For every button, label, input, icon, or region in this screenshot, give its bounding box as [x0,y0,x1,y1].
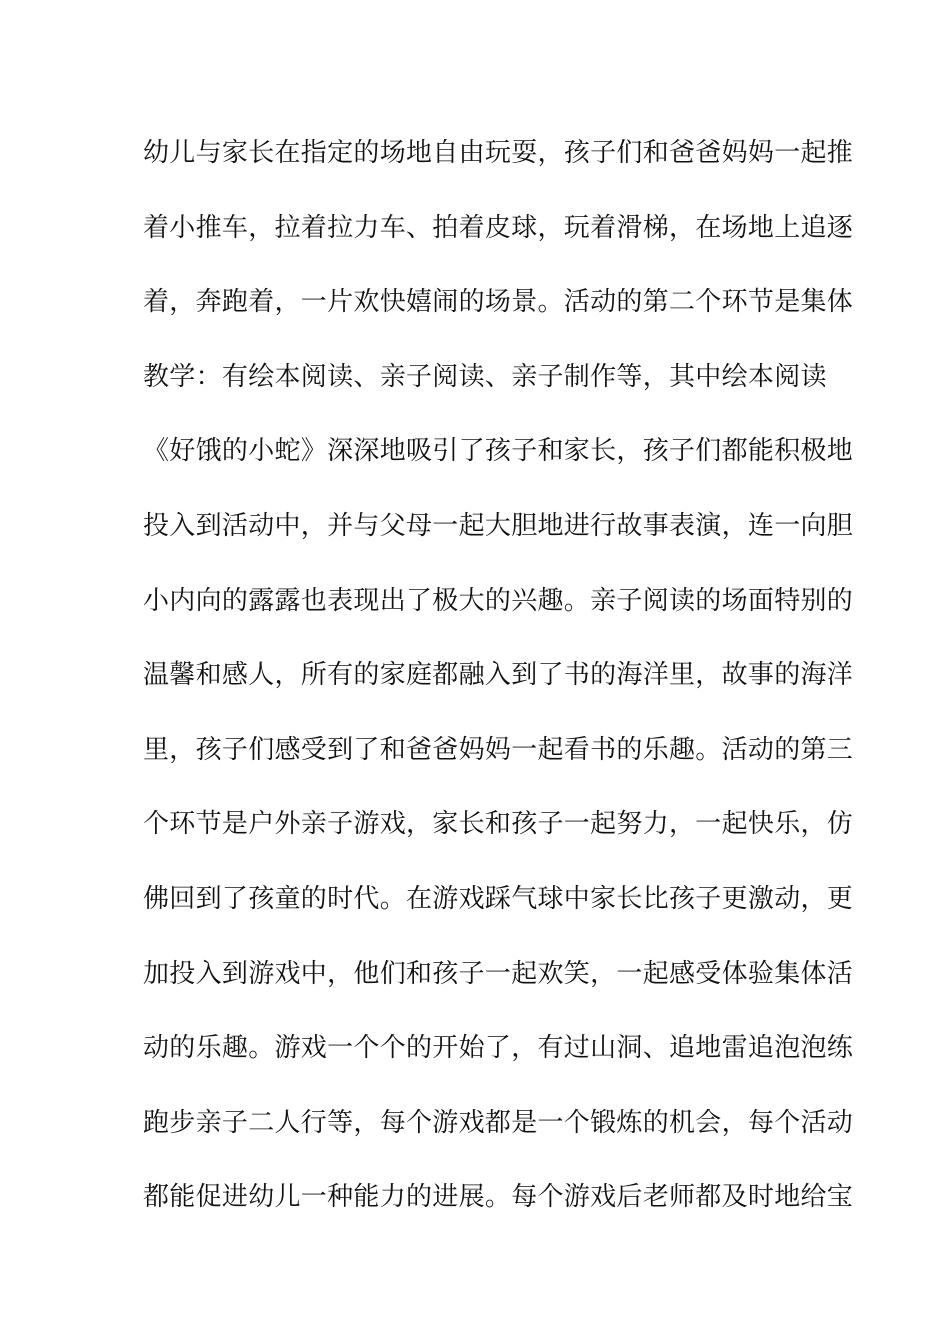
text-line: 里，孩子们感受到了和爸爸妈妈一起看书的乐趣。活动的第三 [143,734,854,765]
body-text [143,131,854,1250]
text-line: 个环节是户外亲子游戏，家长和孩子一起努力，一起快乐，仿 [143,809,854,840]
text-line: 幼儿与家长在指定的场地自由玩耍，孩子们和爸爸妈妈一起推 [143,138,854,168]
text-line: 教学：有绘本阅读、亲子阅读、亲子制作等，其中绘本阅读 [143,361,827,392]
text-line: 动的乐趣。游戏一个个的开始了，有过山洞、追地雷追泡泡练 [143,1033,854,1064]
text-line: 着，奔跑着，一片欢快嬉闹的场景。活动的第二个环节是集体 [143,287,854,318]
text-line: 温馨和感人，所有的家庭都融入到了书的海洋里，故事的海洋 [143,660,854,691]
text-line: 投入到活动中，并与父母一起大胆地进行故事表演，连一向胆 [143,510,854,541]
text-line: 都能促进幼儿一种能力的进展。每个游戏后老师都及时地给宝 [143,1182,854,1213]
text-line: 《好饿的小蛇》深深地吸引了孩子和家长，孩子们都能积极地 [143,436,854,467]
text-line: 小内向的露露也表现出了极大的兴趣。亲子阅读的场面特别的 [143,585,854,616]
text-line: 跑步亲子二人行等，每个游戏都是一个锻炼的机会，每个活动 [143,1107,854,1138]
text-line: 着小推车，拉着拉力车、拍着皮球，玩着滑梯，在场地上追逐 [143,212,854,243]
text-line: 佛回到了孩童的时代。在游戏踩气球中家长比孩子更激动，更 [143,883,854,914]
text-line: 加投入到游戏中，他们和孩子一起欢笑，一起感受体验集体活 [143,958,854,989]
